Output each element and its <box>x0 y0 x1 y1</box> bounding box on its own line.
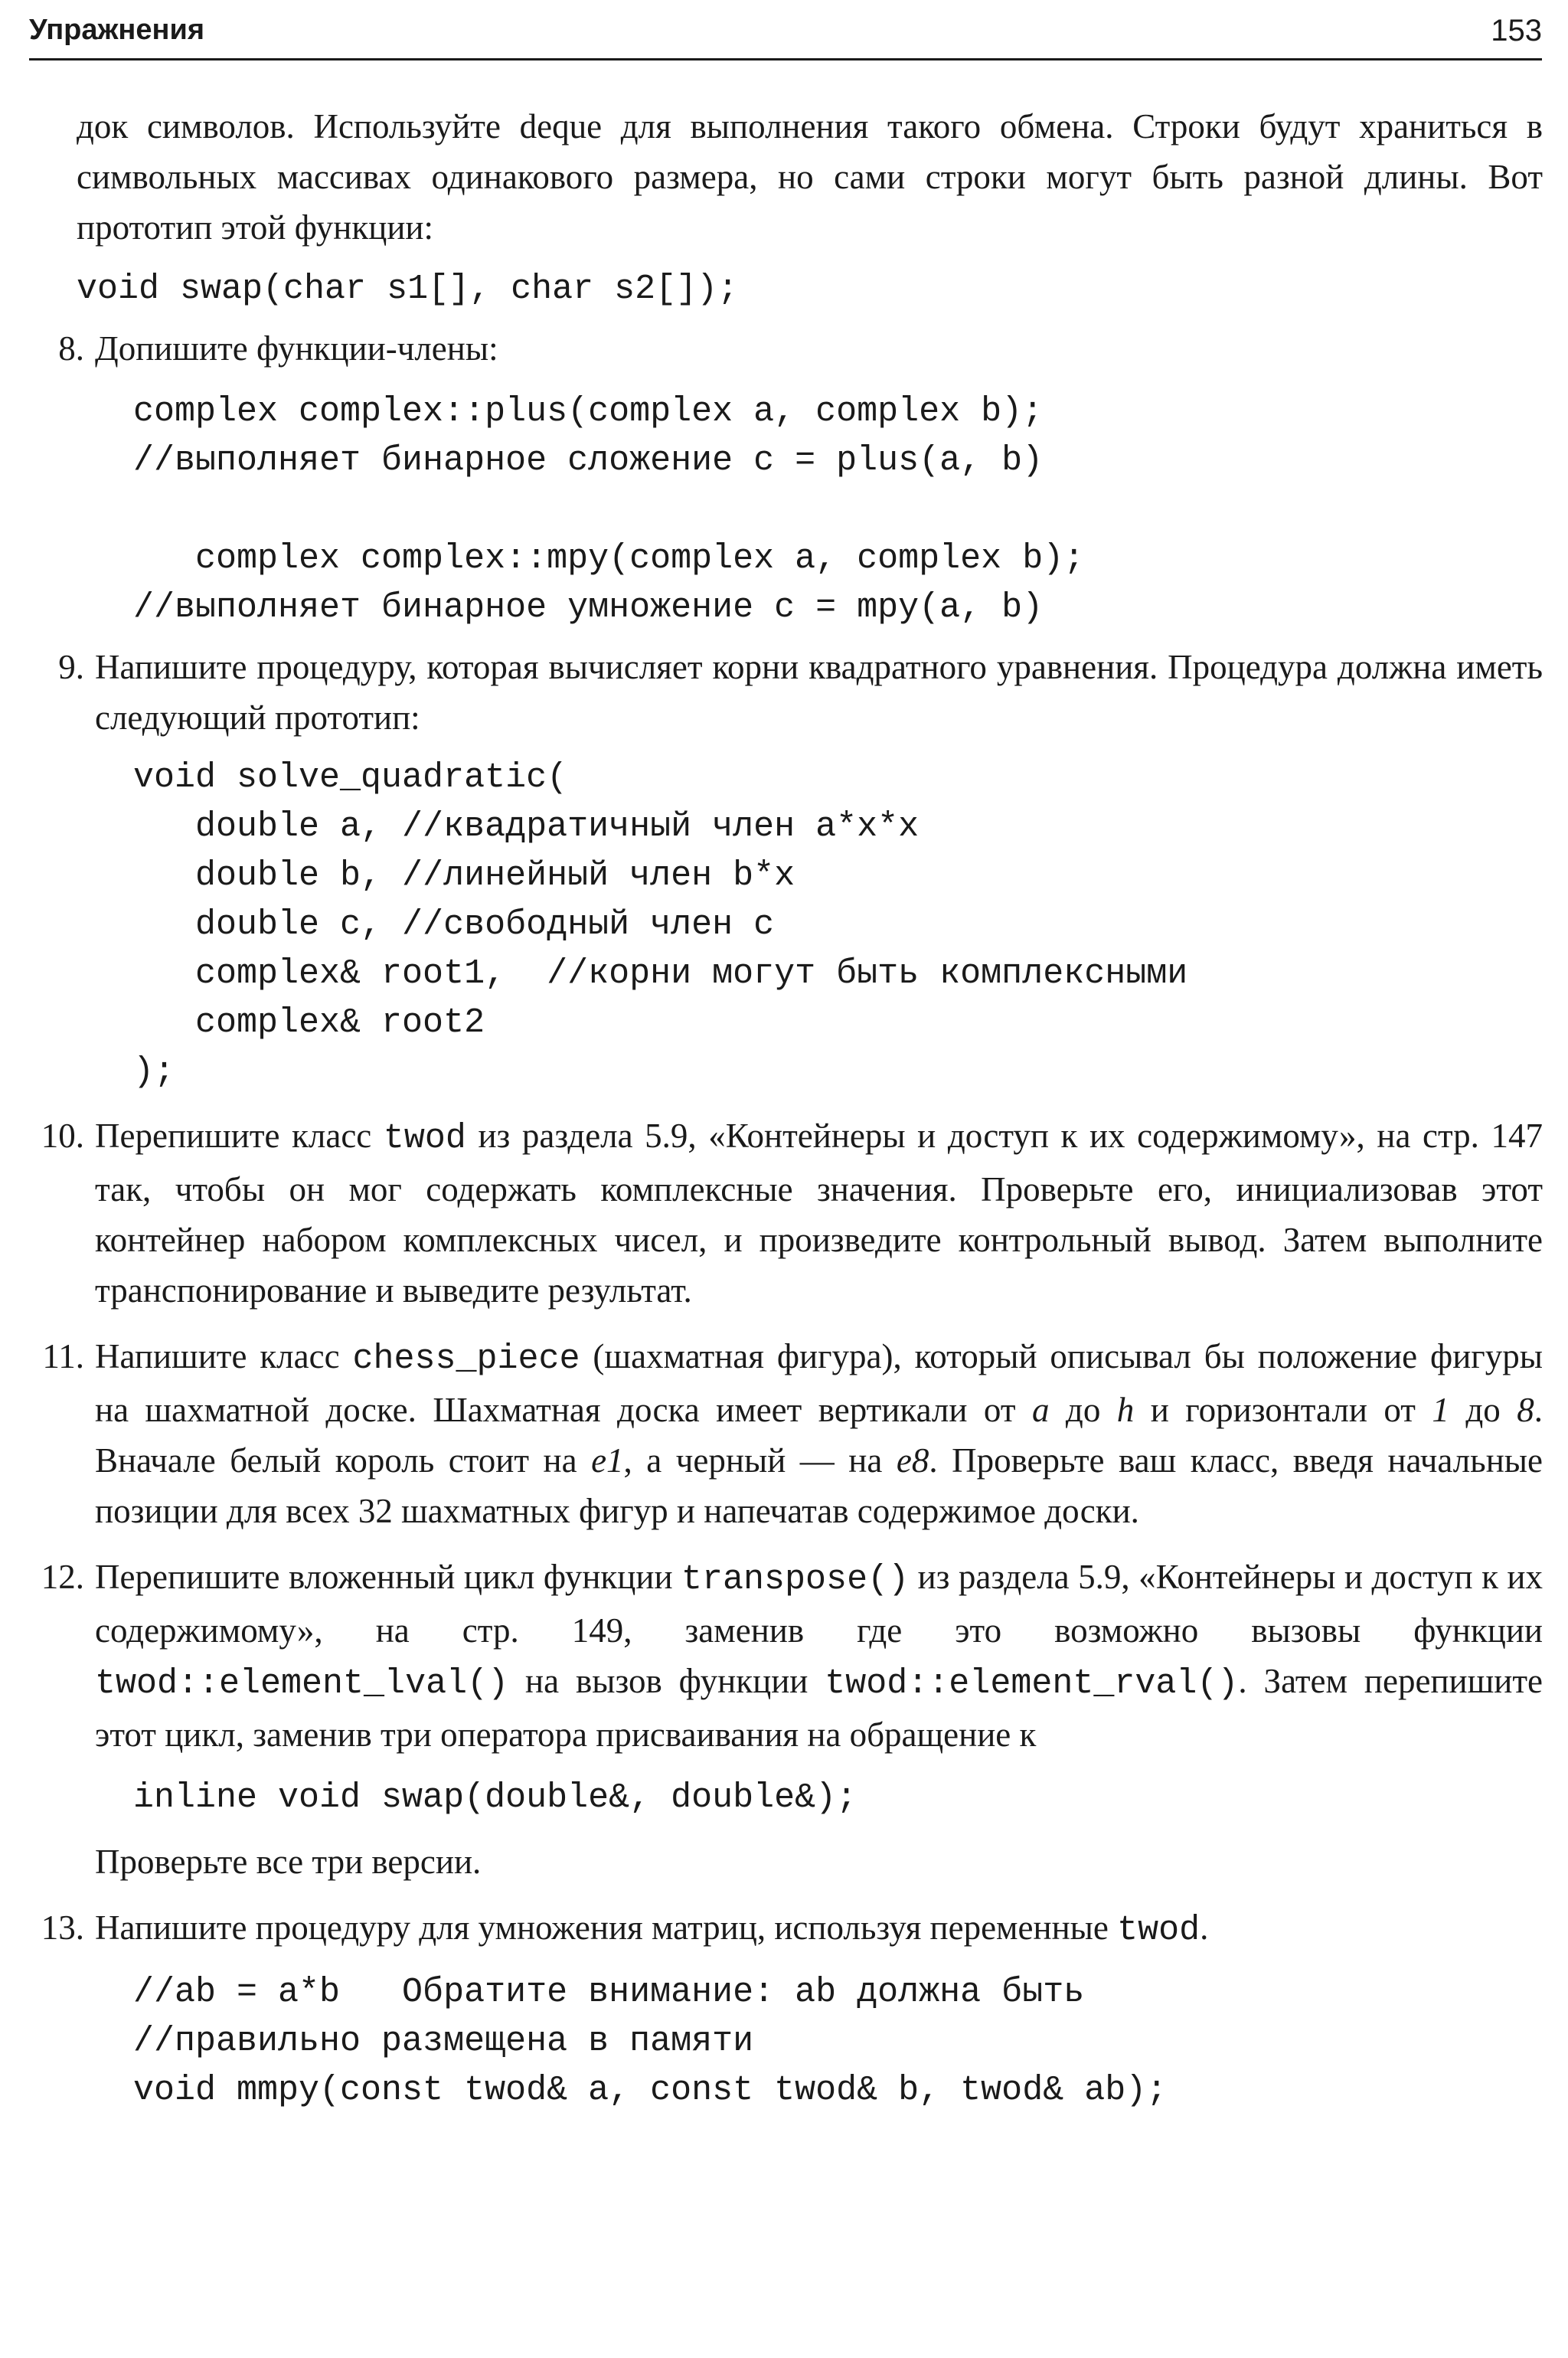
exercise-10 <box>31 1110 1543 1316</box>
exercise-code: //ab = a*b Обратите внимание: ab должна быть //правильно размещена в памяти void mmpy(const twod& a, const twod& b, twod& ab); <box>133 1973 1168 2110</box>
exercise-text: Перепишите класс twod из раздела 5.9, «Контейнеры и доступ к их содержимому», на стр. 147 так, чтобы он мог содержать комплексные значения. Проверьте его, инициализовав этот контейнер набором комплексных чисел, и произведите контрольный вывод. Затем выполните транспонирование и выведите результат. <box>95 1117 1544 1310</box>
exercise-8 <box>31 323 1543 633</box>
inline-code: twod::element_lval() <box>95 1664 509 1703</box>
inline-code: twod <box>383 1119 466 1158</box>
section-title: Упражнения <box>29 14 205 46</box>
exercise-number: 11. <box>42 1337 84 1375</box>
exercise-number: 12. <box>41 1558 84 1596</box>
exercise-code: complex complex::plus(complex a, complex b); //выполняет бинарное сложение c = plus(a, b) complex complex::mpy(complex a, complex b); //выполняет бинарное умножение c = mpy(a, b) <box>133 392 1085 627</box>
page-number: 153 <box>1491 14 1542 47</box>
exercise-number: 8. <box>58 329 84 368</box>
exercise-code: inline void swap(double&, double&); <box>133 1778 858 1817</box>
exercise-number: 9. <box>58 648 84 686</box>
exercise-number: 13. <box>41 1908 84 1947</box>
exercise-9 <box>31 642 1543 1097</box>
inline-code: chess_piece <box>352 1339 580 1378</box>
inline-code: transpose() <box>681 1560 910 1599</box>
exercise-text: Напишите процедуру, которая вычисляет корни квадратного уравнения. Процедура должна иметь следующий прототип: <box>95 648 1543 737</box>
exercise-number: 10. <box>41 1117 84 1155</box>
intro-text: док символов. Используйте deque для выполнения такого обмена. Строки будут храниться в символьных массивах одинакового размера, но сами строки могут быть разной длины. Вот прототип этой функции: <box>77 107 1543 247</box>
inline-code: twod <box>1117 1911 1200 1950</box>
exercise-text: Напишите класс chess_piece (шахматная фигура), который описывал бы положение фигуры на шахматной доске. Шахматная доска имеет вертикали от a до h и горизонтали от 1 до 8. Вначале белый король стоит на e1, а черный — на e8. Проверьте ваш класс, введя начальные позиции для всех 32 шахматных фигур и напечатав содержимое доски. <box>95 1337 1543 1530</box>
page-body <box>31 101 1543 2115</box>
inline-code: twod::element_rval() <box>825 1664 1239 1703</box>
exercise-text: Напишите процедуру для умножения матриц, используя переменные twod. <box>95 1908 1209 1950</box>
exercise-11 <box>31 1331 1543 1536</box>
intro-block <box>31 101 1543 314</box>
running-header <box>29 11 1542 61</box>
exercise-13 <box>31 1902 1543 2115</box>
exercise-code: void solve_quadratic( double a, //квадратичный член a*x*x double b, //линейный член b*x double c, //свободный член c complex& root1, //корни могут быть комплексными complex& root2 ); <box>133 758 1188 1091</box>
exercise-followup-text: Проверьте все три версии. <box>95 1843 482 1881</box>
exercise-text: Допишите функции-члены: <box>95 329 498 368</box>
swap-prototype-code: void swap(char s1[], char s2[]); <box>77 270 739 309</box>
exercise-12 <box>31 1552 1543 1887</box>
exercise-text: Перепишите вложенный цикл функции transpose() из раздела 5.9, «Контейнеры и доступ к их содержимому», на стр. 149, заменив где это возможно вызовы функции twod::element_lval() на вызов функции twod::element_rval(). Затем перепишите этот цикл, заменив три оператора присваивания на обращение к <box>95 1558 1543 1754</box>
